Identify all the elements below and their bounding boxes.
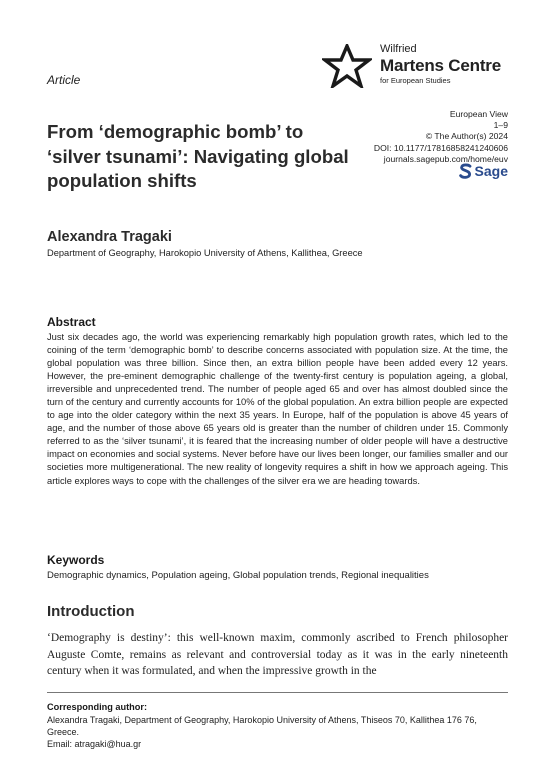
article-title: From ‘demographic bomb’ to ‘silver tsunami’: Navigating global population shifts xyxy=(47,121,349,191)
logo-line-1: Wilfried xyxy=(380,43,417,55)
copyright: © The Author(s) 2024 xyxy=(425,131,508,142)
introduction-text: ‘Demography is destiny’: this well-known maxim, commonly ascribed to French philosopher Auguste Comte, remains as relevant and controversial today as it was in the early nineteenth century when it was formulated, and when the impressive growth in the xyxy=(47,632,508,677)
corresponding-author-heading: Corresponding author: xyxy=(47,702,148,712)
journal-url[interactable]: journals.sagepub.com/home/euv xyxy=(383,153,508,164)
star-icon xyxy=(322,44,372,88)
logo-line-3: for European Studies xyxy=(380,76,451,85)
abstract-text: Just six decades ago, the world was experiencing remarkably high population growth rates, which led to the coining of the term ‘demographic bomb’ to describe concerns associated with population size. At the time, the global population was three billion. Since then, an extra billion people have been added every 12 years. However, the pre-eminent demographic challenge of the twenty-first century is population ageing, a global, irreversible and unprecedented trend. The number of people aged 65 and over has almost doubled since the turn of the century and currently accounts for 10% of the global population. An extra billion people are expected to age into the older category within the next 35 years. In Europe, half of the population is above 45 years of age, and the number of those above 65 years old is greater than the number of children under 15. Commonly referred to as the ‘silver tsunami’, it is feared that the increasing number of older people will have a destructive impact on economies and social systems. Never before have our lives been longer, our families smaller and our societies more multigenerational. The new reality of longevity requires a shift in how we approach ageing. This article explores ways to cope with the challenges of the silver era we are heading towards. xyxy=(47,332,508,486)
page-range: 1–9 xyxy=(493,120,508,131)
footnote-divider xyxy=(47,692,508,693)
sage-wordmark: Sage xyxy=(474,163,508,179)
keywords-heading: Keywords xyxy=(47,553,105,567)
martens-centre-logo xyxy=(322,42,522,92)
logo-line-2: Martens Centre xyxy=(380,56,501,75)
author-name: Alexandra Tragaki xyxy=(47,229,172,245)
corresponding-email[interactable]: Email: atragaki@hua.gr xyxy=(47,739,142,750)
abstract-heading: Abstract xyxy=(47,315,96,329)
article-type-label: Article xyxy=(47,73,81,87)
sage-logo xyxy=(459,163,508,179)
keywords-text: Demographic dynamics, Population ageing, Global population trends, Regional inequalities xyxy=(47,570,429,581)
logo-text xyxy=(380,44,501,85)
introduction-heading: Introduction xyxy=(47,603,135,620)
doi: DOI: 10.1177/17816858241240606 xyxy=(373,142,508,153)
corresponding-address: Alexandra Tragaki, Department of Geography, Harokopio University of Athens, Thiseos 70, Kallithea 176 76, Greece. xyxy=(47,715,477,738)
author-affiliation: Department of Geography, Harokopio University of Athens, Kallithea, Greece xyxy=(47,248,363,258)
journal-name: European View xyxy=(449,109,508,119)
sage-s-icon xyxy=(459,163,472,179)
journal-meta xyxy=(374,109,508,165)
corresponding-author-details xyxy=(47,714,507,751)
